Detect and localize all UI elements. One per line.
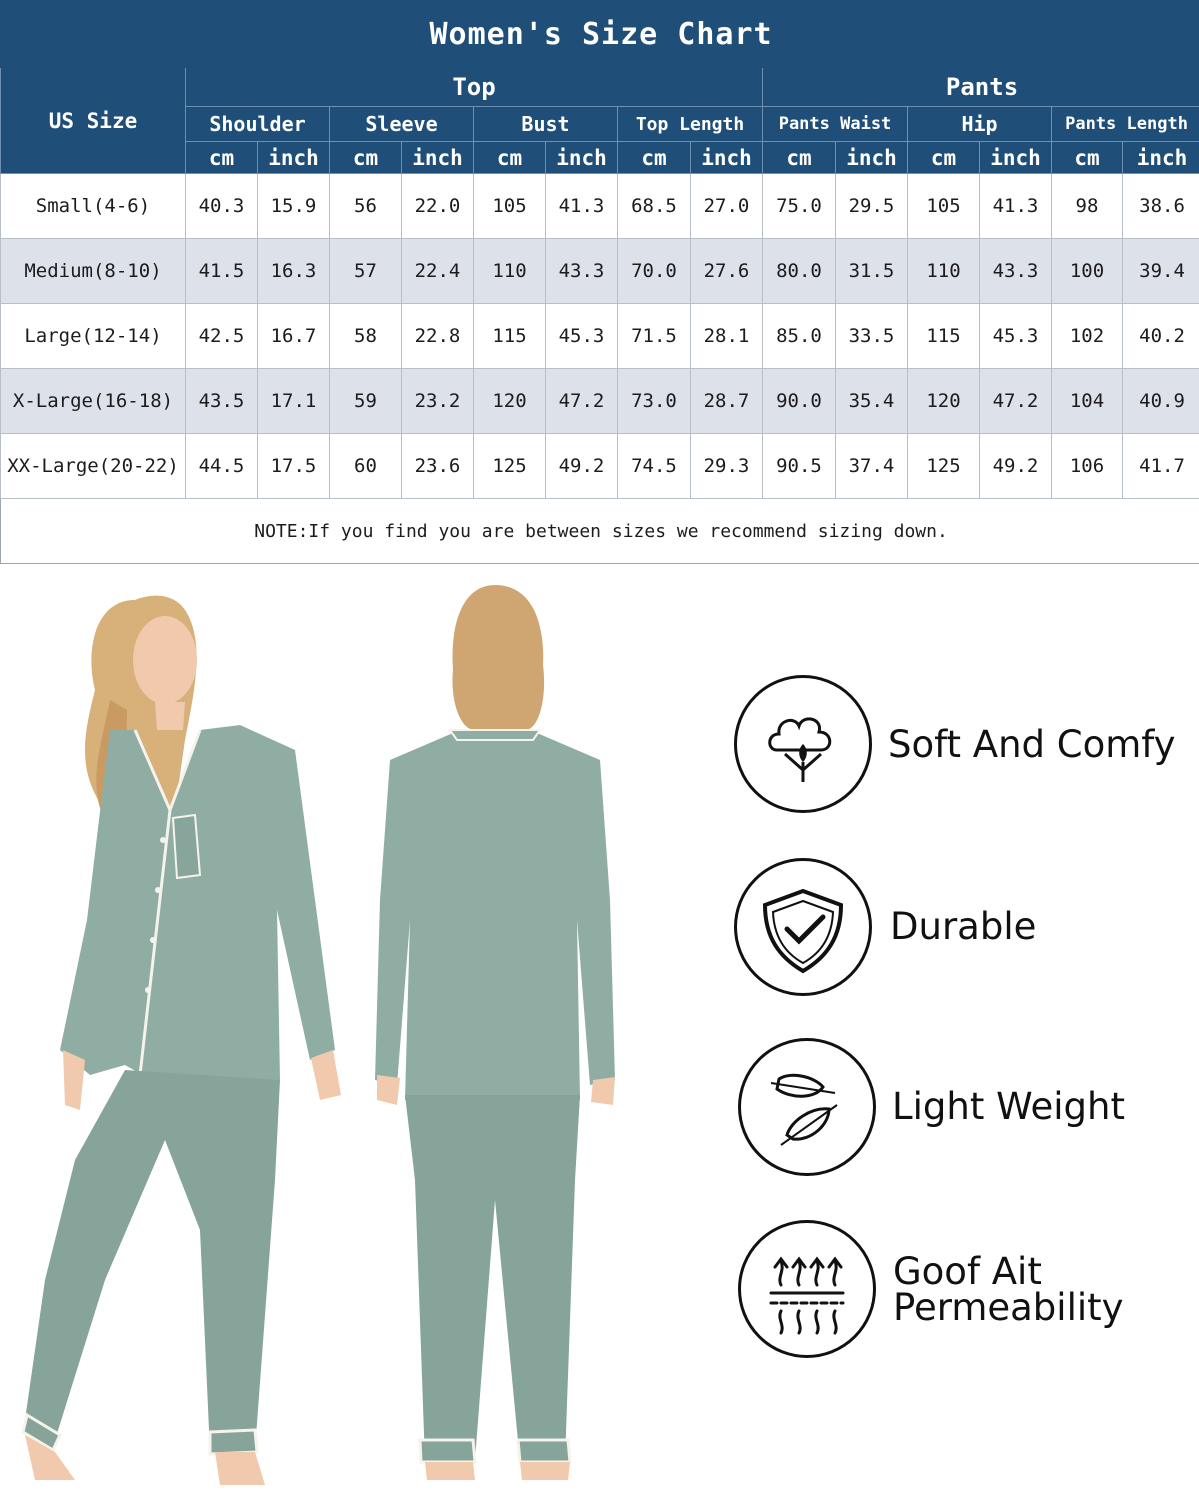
- measure-value-cell: 105: [474, 174, 546, 239]
- measure-value-cell: 56: [330, 174, 402, 239]
- measure-value-cell: 120: [908, 369, 980, 434]
- hip-header: Hip: [908, 107, 1052, 142]
- measure-value-cell: 106: [1052, 434, 1123, 499]
- measure-value-cell: 31.5: [836, 239, 908, 304]
- measure-value-cell: 90.5: [763, 434, 836, 499]
- measure-value-cell: 115: [908, 304, 980, 369]
- model-front-photo: [15, 580, 355, 1500]
- cotton-icon: [734, 675, 872, 813]
- us-size-header: US Size: [1, 68, 186, 174]
- feature-label-line-1: Goof Ait: [893, 1250, 1042, 1293]
- pants-group-header: Pants: [763, 68, 1199, 107]
- size-row: [1, 304, 1199, 369]
- feature-label-line-2: Permeability: [893, 1286, 1124, 1329]
- unit-cm-header: cm: [1052, 142, 1123, 174]
- size-name-cell: XX-Large(20-22): [1, 434, 186, 499]
- feature-label: Light Weight: [892, 1085, 1126, 1128]
- measure-value-cell: 57: [330, 239, 402, 304]
- measure-value-cell: 110: [908, 239, 980, 304]
- top-group-header: Top: [186, 68, 763, 107]
- feather-icon: [738, 1038, 876, 1176]
- measure-value-cell: 28.1: [691, 304, 763, 369]
- size-chart-table: [0, 0, 1199, 564]
- measure-value-cell: 22.0: [402, 174, 474, 239]
- measure-value-cell: 60: [330, 434, 402, 499]
- measure-value-cell: 15.9: [258, 174, 330, 239]
- measure-value-cell: 42.5: [186, 304, 258, 369]
- measure-value-cell: 43.3: [980, 239, 1052, 304]
- measure-value-cell: 110: [474, 239, 546, 304]
- measure-value-cell: 68.5: [618, 174, 691, 239]
- measure-value-cell: 90.0: [763, 369, 836, 434]
- measure-value-cell: 45.3: [546, 304, 618, 369]
- model-back-photo: [365, 580, 625, 1500]
- measure-value-cell: 27.6: [691, 239, 763, 304]
- measure-value-cell: 16.7: [258, 304, 330, 369]
- size-row: [1, 369, 1199, 434]
- top-length-header: Top Length: [618, 107, 763, 142]
- unit-inch-header: inch: [258, 142, 330, 174]
- shield-check-icon: [734, 858, 872, 996]
- measure-value-cell: 29.5: [836, 174, 908, 239]
- air-flow-icon: [738, 1220, 876, 1358]
- measure-value-cell: 49.2: [980, 434, 1052, 499]
- unit-cm-header: cm: [908, 142, 980, 174]
- measure-value-cell: 70.0: [618, 239, 691, 304]
- measure-value-cell: 23.6: [402, 434, 474, 499]
- unit-inch-header: inch: [836, 142, 908, 174]
- measure-value-cell: 27.0: [691, 174, 763, 239]
- measure-value-cell: 33.5: [836, 304, 908, 369]
- measure-value-cell: 125: [908, 434, 980, 499]
- pants-waist-header: Pants Waist: [763, 107, 908, 142]
- measure-value-cell: 102: [1052, 304, 1123, 369]
- measure-value-cell: 41.7: [1123, 434, 1199, 499]
- measure-value-cell: 59: [330, 369, 402, 434]
- note-row: [1, 499, 1199, 564]
- measure-value-cell: 22.8: [402, 304, 474, 369]
- measure-value-cell: 40.3: [186, 174, 258, 239]
- unit-inch-header: inch: [1123, 142, 1199, 174]
- measure-value-cell: 85.0: [763, 304, 836, 369]
- size-row: [1, 434, 1199, 499]
- measure-value-cell: 22.4: [402, 239, 474, 304]
- measure-value-cell: 41.5: [186, 239, 258, 304]
- feature-label: Soft And Comfy: [888, 723, 1176, 766]
- measure-value-cell: 16.3: [258, 239, 330, 304]
- measure-value-cell: 41.3: [546, 174, 618, 239]
- measure-value-cell: 43.3: [546, 239, 618, 304]
- unit-cm-header: cm: [763, 142, 836, 174]
- measure-value-cell: 29.3: [691, 434, 763, 499]
- measure-value-cell: 17.1: [258, 369, 330, 434]
- unit-inch-header: inch: [546, 142, 618, 174]
- size-chart-title: Women's Size Chart: [1, 1, 1199, 68]
- sizing-note: NOTE:If you find you are between sizes we recommend sizing down.: [1, 499, 1199, 564]
- measure-value-cell: 47.2: [980, 369, 1052, 434]
- measure-value-cell: 98: [1052, 174, 1123, 239]
- measure-value-cell: 44.5: [186, 434, 258, 499]
- unit-inch-header: inch: [691, 142, 763, 174]
- measure-value-cell: 28.7: [691, 369, 763, 434]
- measure-value-cell: 35.4: [836, 369, 908, 434]
- measure-value-cell: 105: [908, 174, 980, 239]
- measure-value-cell: 40.2: [1123, 304, 1199, 369]
- measure-value-cell: 39.4: [1123, 239, 1199, 304]
- sleeve-header: Sleeve: [330, 107, 474, 142]
- measure-value-cell: 74.5: [618, 434, 691, 499]
- size-name-cell: Large(12-14): [1, 304, 186, 369]
- measure-value-cell: 47.2: [546, 369, 618, 434]
- measure-value-cell: 38.6: [1123, 174, 1199, 239]
- measure-value-cell: 45.3: [980, 304, 1052, 369]
- unit-cm-header: cm: [330, 142, 402, 174]
- measure-value-cell: 71.5: [618, 304, 691, 369]
- size-name-cell: Medium(8-10): [1, 239, 186, 304]
- size-name-cell: Small(4-6): [1, 174, 186, 239]
- measure-value-cell: 115: [474, 304, 546, 369]
- size-row: [1, 174, 1199, 239]
- measure-value-cell: 40.9: [1123, 369, 1199, 434]
- measure-value-cell: 23.2: [402, 369, 474, 434]
- size-name-cell: X-Large(16-18): [1, 369, 186, 434]
- measure-value-cell: 75.0: [763, 174, 836, 239]
- unit-inch-header: inch: [980, 142, 1052, 174]
- measure-value-cell: 104: [1052, 369, 1123, 434]
- measure-value-cell: 43.5: [186, 369, 258, 434]
- measure-value-cell: 80.0: [763, 239, 836, 304]
- measure-value-cell: 100: [1052, 239, 1123, 304]
- pants-length-header: Pants Length: [1052, 107, 1199, 142]
- measure-value-cell: 120: [474, 369, 546, 434]
- measure-value-cell: 37.4: [836, 434, 908, 499]
- measure-value-cell: 49.2: [546, 434, 618, 499]
- unit-inch-header: inch: [402, 142, 474, 174]
- size-row: [1, 239, 1199, 304]
- unit-cm-header: cm: [474, 142, 546, 174]
- shoulder-header: Shoulder: [186, 107, 330, 142]
- measure-value-cell: 73.0: [618, 369, 691, 434]
- measure-value-cell: 41.3: [980, 174, 1052, 239]
- measure-value-cell: 125: [474, 434, 546, 499]
- measure-value-cell: 58: [330, 304, 402, 369]
- unit-cm-header: cm: [186, 142, 258, 174]
- feature-label: Durable: [890, 905, 1037, 948]
- bust-header: Bust: [474, 107, 618, 142]
- unit-cm-header: cm: [618, 142, 691, 174]
- measure-value-cell: 17.5: [258, 434, 330, 499]
